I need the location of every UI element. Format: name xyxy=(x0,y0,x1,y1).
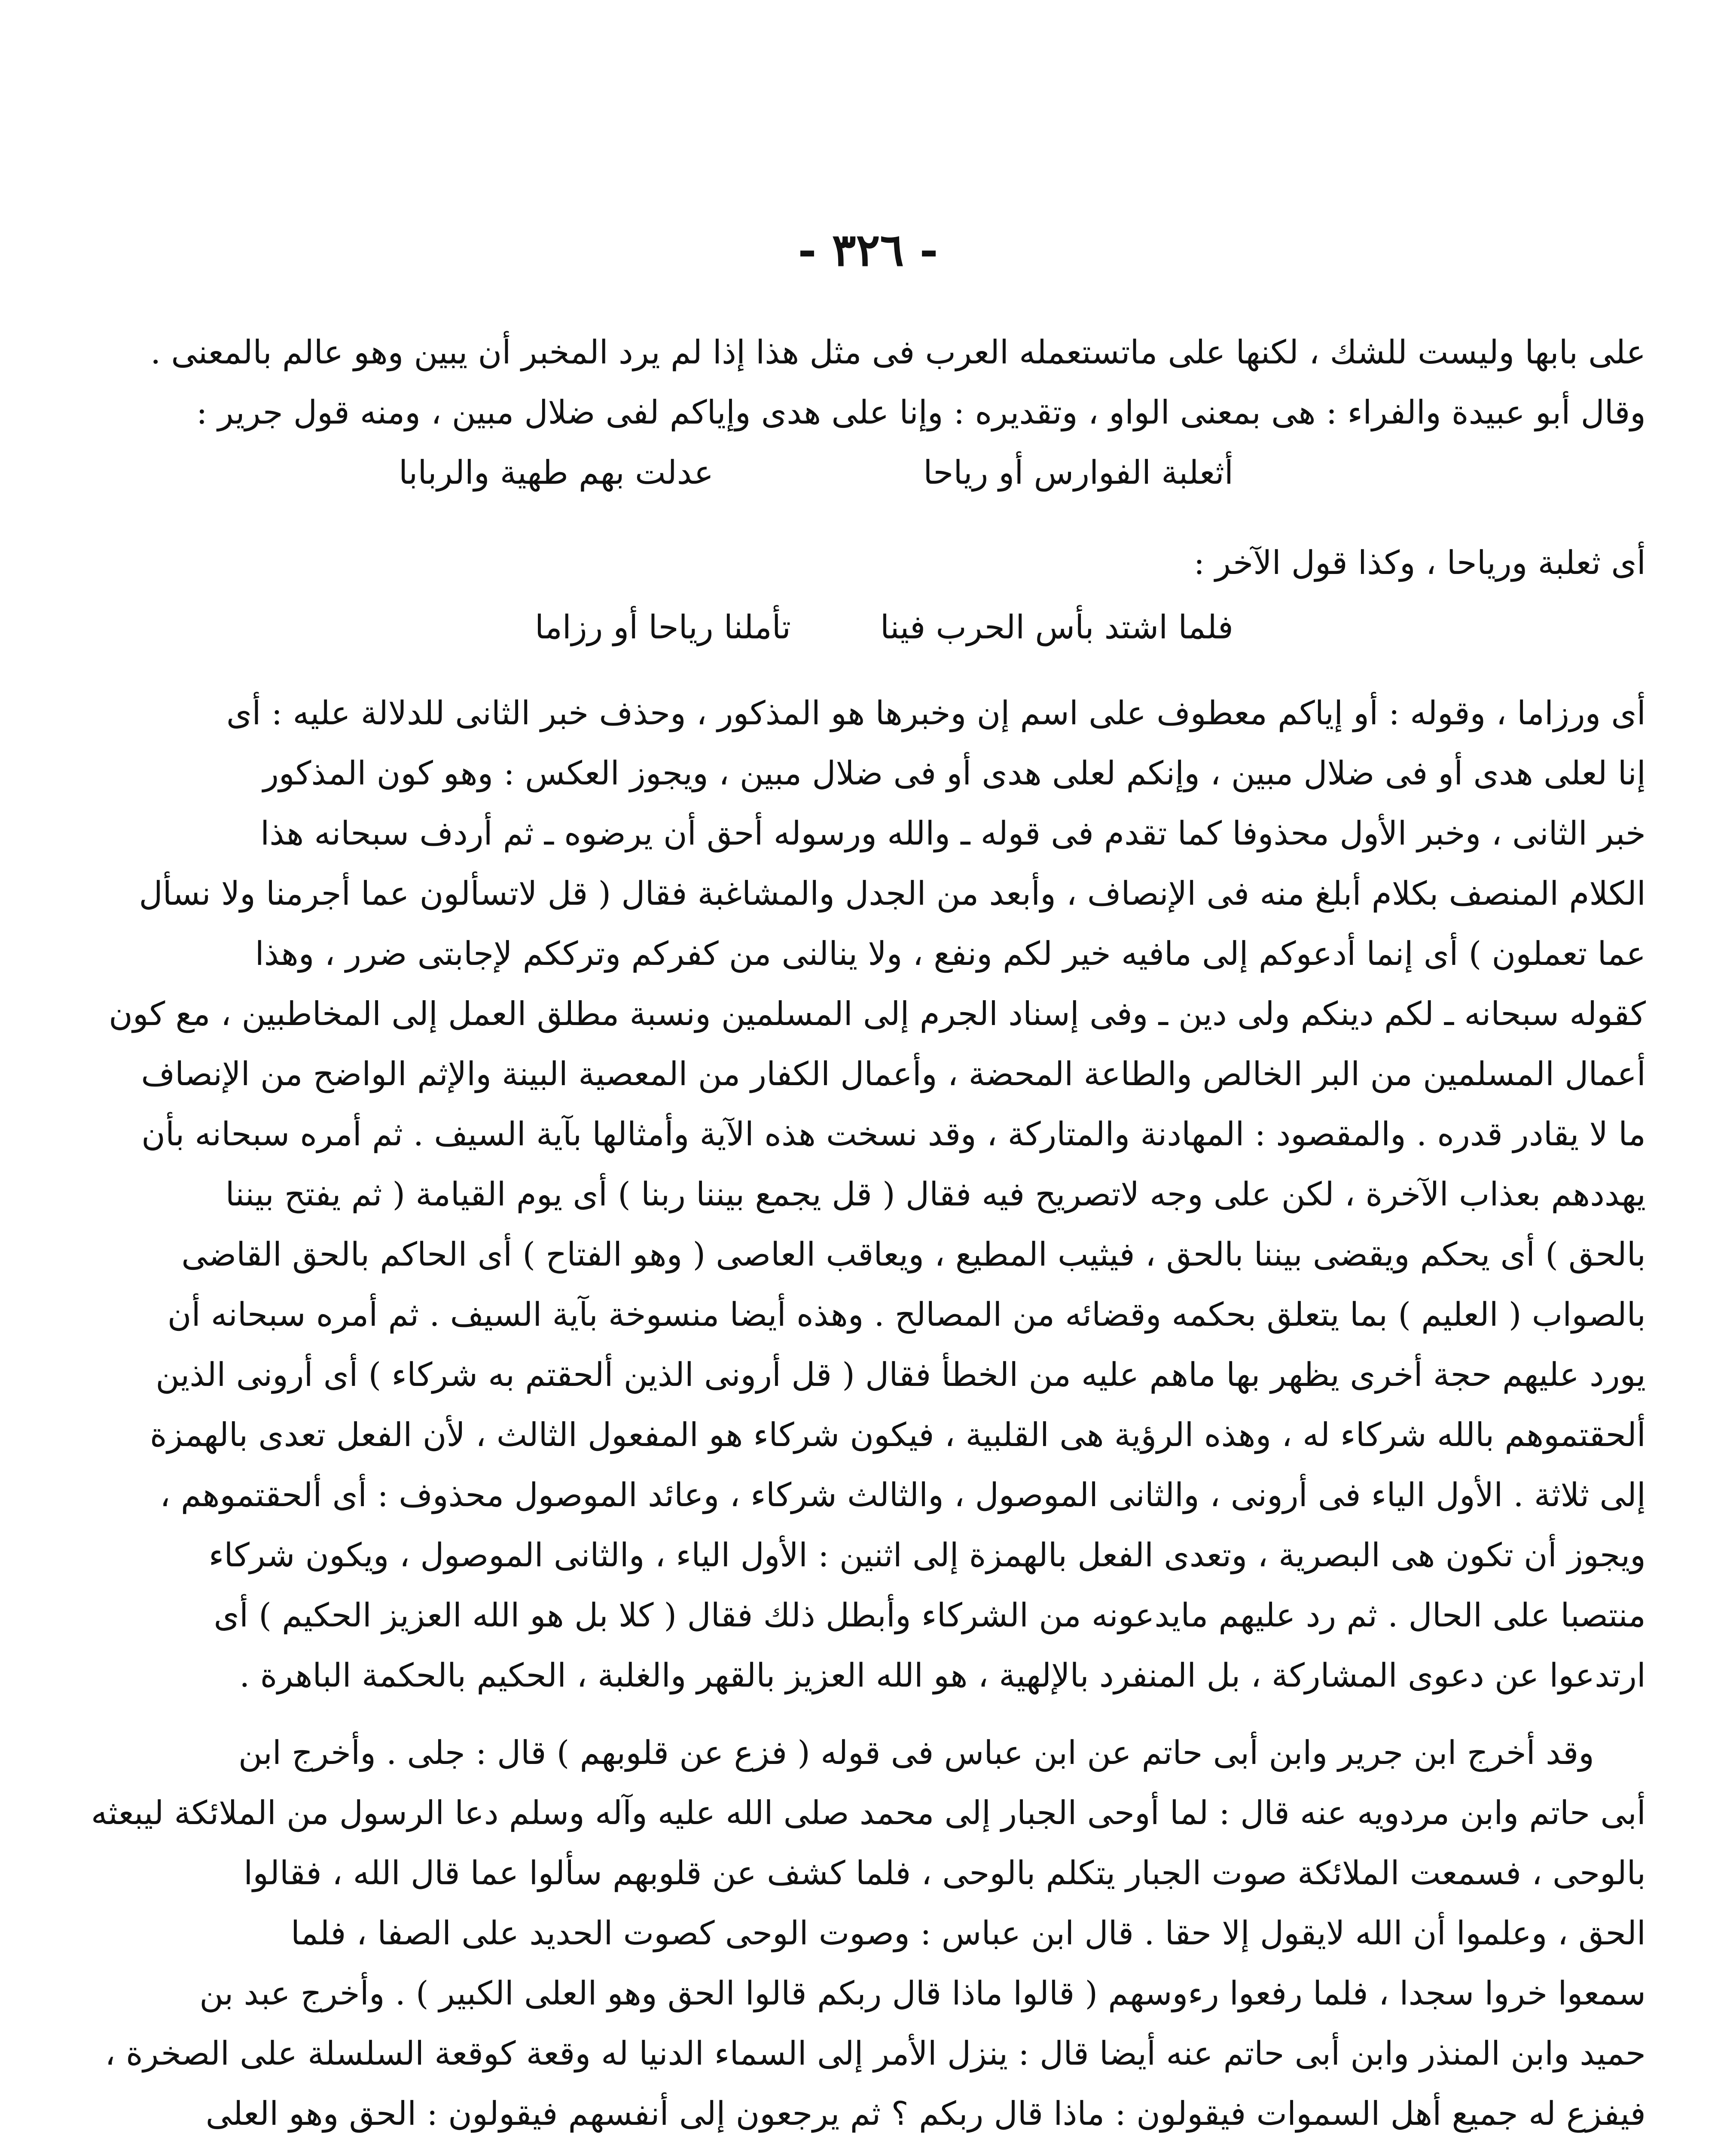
page-number: - ٣٢٦ - xyxy=(798,223,938,276)
text-line: الحق ، وعلموا أن الله لايقول إلا حقا . قال ابن عباس : وصوت الوحى كصوت الحديد على الصفا ، فلما xyxy=(290,1914,1646,1952)
text-line: خبر الثانى ، وخبر الأول محذوفا كما تقدم فى قوله ـ والله ورسوله أحق أن يرضوه ـ ثم أردف سبحانه هذا xyxy=(260,814,1646,852)
text-line: ألحقتموهم بالله شركاء له ، وهذه الرؤية هى القلبية ، فيكون شركاء هو المفعول الثالث ، لأن الفعل تعدى بالهمزة xyxy=(149,1416,1646,1454)
verse-1-hemistich-1: أثعلبة الفوارس أو رياحا xyxy=(923,453,1233,491)
verse-2-hemistich-2: تأملنا رياحا أو رزاما xyxy=(534,608,791,646)
text-line: بالصواب ( العليم ) بما يتعلق بحكمه وقضائه من المصالح . وهذه أيضا منسوخة بآية السيف . ثم أمره سبحانه أن xyxy=(167,1295,1646,1333)
text-line: أى ورزاما ، وقوله : أو إياكم معطوف على اسم إن وخبرها هو المذكور ، وحذف خبر الثانى للدلالة عليه : أى xyxy=(226,694,1646,732)
text-line: إلى ثلاثة . الأول الياء فى أرونى ، والثانى الموصول ، والثالث شركاء ، وعائد الموصول محذوف : أى ألحقتموهم ، xyxy=(160,1476,1646,1514)
text-line: ويجوز أن تكون هى البصرية ، وتعدى الفعل بالهمزة إلى اثنين : الأول الياء ، والثانى الموصول ، ويكون شركاء xyxy=(208,1536,1646,1574)
text-line: على بابها وليست للشك ، لكنها على ماتستعمله العرب فى مثل هذا إذا لم يرد المخبر أن يبين وهو عالم بالمعنى . xyxy=(150,333,1646,371)
text-line: عما تعملون ) أى إنما أدعوكم إلى مافيه خير لكم ونفع ، ولا ينالنى من كفركم وترككم لإجابتى ضرر ، وهذا xyxy=(255,934,1646,973)
text-line: يورد عليهم حجة أخرى يظهر بها ماهم عليه من الخطأ فقال ( قل أرونى الذين ألحقتم به شركاء ) أى أرونى الذين xyxy=(156,1355,1646,1394)
text-line: وقد أخرج ابن جرير وابن أبى حاتم عن ابن عباس فى قوله ( فزع عن قلوبهم ) قال : جلى . وأخرج ابن xyxy=(238,1733,1594,1772)
text-line: يهددهم بعذاب الآخرة ، لكن على وجه لاتصريح فيه فقال ( قل يجمع بيننا ربنا ) أى يوم القيامة ( ثم يفتح بيننا xyxy=(225,1175,1646,1213)
text-line: ارتدعوا عن دعوى المشاركة ، بل المنفرد بالإلهية ، هو الله العزيز بالقهر والغلبة ، الحكيم بالحكمة الباهرة . xyxy=(239,1656,1646,1694)
verse-1-hemistich-2: عدلت بهم طهية والربابا xyxy=(399,453,714,491)
text-line: بالوحى ، فسمعت الملائكة صوت الجبار يتكلم بالوحى ، فلما كشف عن قلوبهم سألوا عما قال الله ، فقالوا xyxy=(244,1854,1646,1892)
text-line: أى ثعلبة ورياحا ، وكذا قول الآخر : xyxy=(1193,543,1646,582)
text-line: منتصبا على الحال . ثم رد عليهم مايدعونه من الشركاء وأبطل ذلك فقال ( كلا بل هو الله العزيز الحكيم ) أى xyxy=(214,1596,1646,1634)
text-line: كقوله سبحانه ـ لكم دينكم ولى دين ـ وفى إسناد الجرم إلى المسلمين ونسبة مطلق العمل إلى المخاطبين ، مع كون xyxy=(109,995,1646,1033)
text-line: فيفزع له جميع أهل السموات فيقولون : ماذا قال ربكم ؟ ثم يرجعون إلى أنفسهم فيقولون : الحق وهو العلى xyxy=(205,2094,1646,2133)
text-line: أبى حاتم وابن مردويه عنه قال : لما أوحى الجبار إلى محمد صلى الله عليه وآله وسلم دعا الرسول من الملائكة ليبعثه xyxy=(91,1794,1646,1832)
text-line: الكلام المنصف بكلام أبلغ منه فى الإنصاف ، وأبعد من الجدل والمشاغبة فقال ( قل لاتسألون عما أجرمنا ولا نسأل xyxy=(139,874,1646,912)
text-line: حميد وابن المنذر وابن أبى حاتم عنه أيضا قال : ينزل الأمر إلى السماء الدنيا له وقعة كوقعة السلسلة على الصخرة ، xyxy=(105,2034,1646,2072)
text-line: إنا لعلى هدى أو فى ضلال مبين ، وإنكم لعلى هدى أو فى ضلال مبين ، ويجوز العكس : وهو كون المذكور xyxy=(263,754,1646,792)
text-line: أعمال المسلمين من البر الخالص والطاعة المحضة ، وأعمال الكفار من المعصية البينة والإثم الواضح من الإنصاف xyxy=(141,1055,1646,1093)
text-line: بالحق ) أى يحكم ويقضى بيننا بالحق ، فيثيب المطيع ، ويعاقب العاصى ( وهو الفتاح ) أى الحاكم بالحق القاضى xyxy=(181,1235,1646,1273)
text-line: ما لا يقادر قدره . والمقصود : المهادنة والمتاركة ، وقد نسخت هذه الآية وأمثالها بآية السيف . ثم أمره سبحانه بأن xyxy=(141,1115,1646,1153)
text-line: سمعوا خروا سجدا ، فلما رفعوا رءوسهم ( قالوا ماذا قال ربكم قالوا الحق وهو العلى الكبير ) . وأخرج عبد بن xyxy=(199,1974,1646,2012)
text-line: وقال أبو عبيدة والفراء : هى بمعنى الواو ، وتقديره : وإنا على هدى وإياكم لفى ضلال مبين ، ومنه قول جرير : xyxy=(196,393,1646,431)
verse-2-hemistich-1: فلما اشتد بأس الحرب فينا xyxy=(880,608,1233,646)
